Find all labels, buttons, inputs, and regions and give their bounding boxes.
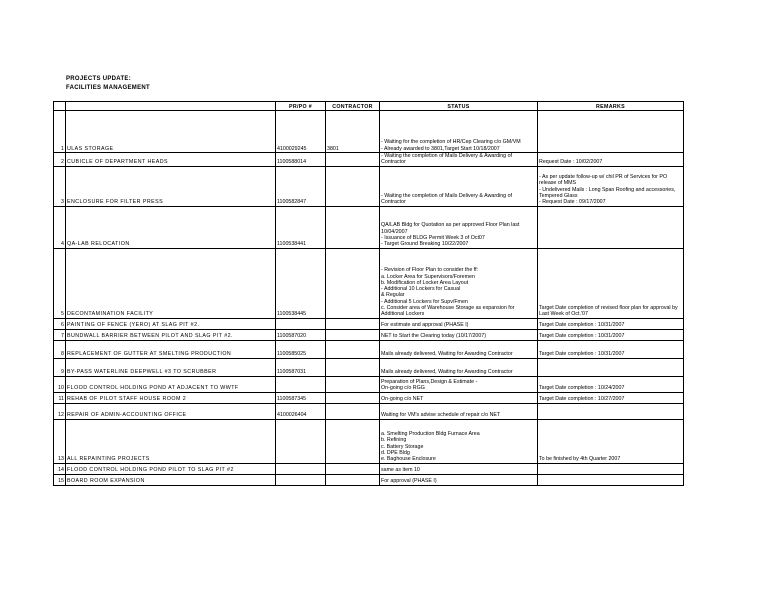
- report-title: PROJECTS UPDATE:: [66, 76, 132, 82]
- remarks-text: [538, 111, 684, 153]
- table-row: [54, 358, 684, 376]
- row-number: 14: [54, 463, 66, 474]
- project-name: REPLACEMENT OF GUTTER AT SMELTING PRODUCTION: [66, 340, 276, 358]
- prpo-number: 1100587020: [276, 329, 326, 340]
- col-header-prpo: PR/PO #: [276, 102, 326, 111]
- table-row: [54, 206, 684, 248]
- col-header-project: [66, 102, 276, 111]
- status-text: NET to Start the Clearing today (10/17/2007): [380, 329, 538, 340]
- prpo-number: 1100587031: [276, 358, 326, 376]
- contractor-code: [326, 340, 380, 358]
- contractor-code: [326, 358, 380, 376]
- row-number: 15: [54, 474, 66, 485]
- table-row: [54, 474, 684, 485]
- col-header-status: STATUS: [380, 102, 538, 111]
- row-number: 4: [54, 206, 66, 248]
- row-number: 12: [54, 403, 66, 419]
- report-subtitle: FACILITIES MANAGEMENT: [66, 85, 150, 91]
- projects-table: [53, 101, 684, 486]
- contractor-code: [326, 403, 380, 419]
- project-name: ALL REPAINTING PROJECTS: [66, 419, 276, 463]
- row-number: 6: [54, 318, 66, 329]
- remarks-text: Target Date completion : 10/24/2007: [538, 376, 684, 392]
- project-name: DECONTAMINATION FACILITY: [66, 248, 276, 318]
- project-name: PAINTING OF FENCE (YERO) AT SLAG PIT #2.: [66, 318, 276, 329]
- table-row: [54, 392, 684, 403]
- status-text: QA/LAB Bldg for Quotation as per approved Floor Plan last 10/04/2007 - Issuance of BLDG Permit Week 3 of Oct07 - Target Ground Breaking 10/22/2007: [380, 206, 538, 248]
- prpo-number: [276, 419, 326, 463]
- remarks-text: [538, 206, 684, 248]
- remarks-text: Target Date completion : 10/31/2007: [538, 318, 684, 329]
- row-number: 8: [54, 340, 66, 358]
- contractor-code: [326, 376, 380, 392]
- project-name: REHAB OF PILOT STAFF HOUSE ROOM 2: [66, 392, 276, 403]
- prpo-number: 1100582847: [276, 166, 326, 206]
- table-row: [54, 340, 684, 358]
- prpo-number: [276, 318, 326, 329]
- status-text: Preparation of Plans,Design & Estimate - On-going c/o RGG: [380, 376, 538, 392]
- project-name: REPAIR OF ADMIN-ACCOUNTING OFFICE: [66, 403, 276, 419]
- remarks-text: Target Date completion : 10/31/2007: [538, 340, 684, 358]
- table-row: [54, 153, 684, 167]
- prpo-number: 1100538445: [276, 248, 326, 318]
- contractor-code: [326, 166, 380, 206]
- prpo-number: 1100587345: [276, 392, 326, 403]
- remarks-text: [538, 463, 684, 474]
- project-name: CUBICLE OF DEPARTMENT HEADS: [66, 153, 276, 167]
- table-row: [54, 111, 684, 153]
- status-text: - Revision of Floor Plan to consider the ff: a. Locker Area for Supervisors/Foremen b. Modification of Locker Area Layout - Additional 10 Lockers for Casual & Regular - Additional 5 Lockers for Supv/Fmen c. Consider area of Warehouse Storage as expansion for Additional Lockers: [380, 248, 538, 318]
- contractor-code: [326, 329, 380, 340]
- table-row: [54, 419, 684, 463]
- contractor-code: [326, 392, 380, 403]
- row-number: 1: [54, 111, 66, 153]
- project-name: ULAS STORAGE: [66, 111, 276, 153]
- row-number: 13: [54, 419, 66, 463]
- prpo-number: [276, 474, 326, 485]
- status-text: Mails already delivered, Waiting for Awarding Contractor: [380, 358, 538, 376]
- contractor-code: [326, 419, 380, 463]
- col-header-remarks: REMARKS: [538, 102, 684, 111]
- col-header-contractor: CONTRACTOR: [326, 102, 380, 111]
- remarks-text: Request Date : 10/02/2007: [538, 153, 684, 167]
- remarks-text: Target Date completion : 10/31/2007: [538, 329, 684, 340]
- row-number: 9: [54, 358, 66, 376]
- row-number: 2: [54, 153, 66, 167]
- row-number: 7: [54, 329, 66, 340]
- table-body: [54, 111, 684, 486]
- project-name: QA-LAB RELOCATION: [66, 206, 276, 248]
- project-name: FLOOD CONTROL HOLDING POND AT ADJACENT TO WWTF: [66, 376, 276, 392]
- remarks-text: Target Date completion of revised floor plan for approval by Last Week of Oct.'07: [538, 248, 684, 318]
- table-row: [54, 166, 684, 206]
- status-text: - Waiting the completion of Mails Delivery & Awarding of Contractor: [380, 166, 538, 206]
- status-text: same as item 10: [380, 463, 538, 474]
- row-number: 5: [54, 248, 66, 318]
- row-number: 10: [54, 376, 66, 392]
- row-number: 3: [54, 166, 66, 206]
- status-text: For approval (PHASE I): [380, 474, 538, 485]
- table-header-row: [54, 102, 684, 111]
- status-text: - Waiting for the completion of HR/Cep Clearing c/o GM/VM - Already awarded to 3801,Target Start 10/18/2007: [380, 111, 538, 153]
- contractor-code: 3801: [326, 111, 380, 153]
- prpo-number: 1100588014: [276, 153, 326, 167]
- col-header-no: [54, 102, 66, 111]
- remarks-text: - As per update follow-up w/ chil PR of Services for PO release of MMS - Undelivered Mails : Long Span Roofing and accessories, Tempered Glass - Request Date : 09/17/2007: [538, 166, 684, 206]
- prpo-number: 1100585025: [276, 340, 326, 358]
- remarks-text: [538, 358, 684, 376]
- project-name: FLOOD CONTROL HOLDING POND PILOT TO SLAG PIT #2: [66, 463, 276, 474]
- status-text: On-going c/o NET: [380, 392, 538, 403]
- prpo-number: [276, 376, 326, 392]
- table-row: [54, 248, 684, 318]
- contractor-code: [326, 463, 380, 474]
- table-row: [54, 376, 684, 392]
- prpo-number: 4100026404: [276, 403, 326, 419]
- prpo-number: 4100029245: [276, 111, 326, 153]
- table-row: [54, 463, 684, 474]
- project-name: BOARD ROOM EXPANSION: [66, 474, 276, 485]
- prpo-number: 1100538441: [276, 206, 326, 248]
- status-text: a. Smelting Production Bldg Furnace Area b. Refining c. Battery Storage d. DPE Bldg e. Baghouse Enclosure: [380, 419, 538, 463]
- project-name: BY-PASS WATERLINE DEEPWELL #3 TO SCRUBBER: [66, 358, 276, 376]
- remarks-text: [538, 403, 684, 419]
- contractor-code: [326, 153, 380, 167]
- project-name: BUNDWALL BARRIER BETWEEN PILOT AND SLAG PIT #2.: [66, 329, 276, 340]
- status-text: Waiting for VM's advise schedule of repair c/o NET: [380, 403, 538, 419]
- status-text: Mails already delivered, Waiting for Awarding Contractor: [380, 340, 538, 358]
- contractor-code: [326, 248, 380, 318]
- contractor-code: [326, 318, 380, 329]
- table-row: [54, 318, 684, 329]
- table-row: [54, 329, 684, 340]
- project-name: ENCLOSURE FOR FILTER PRESS: [66, 166, 276, 206]
- remarks-text: Target Date completion : 10/27/2007: [538, 392, 684, 403]
- prpo-number: [276, 463, 326, 474]
- contractor-code: [326, 206, 380, 248]
- remarks-text: To be finished by 4th Quarter 2007: [538, 419, 684, 463]
- remarks-text: [538, 474, 684, 485]
- contractor-code: [326, 474, 380, 485]
- table-row: [54, 403, 684, 419]
- row-number: 11: [54, 392, 66, 403]
- status-text: For estimate and approval (PHASE I): [380, 318, 538, 329]
- status-text: - Waiting the completion of Mails Delivery & Awarding of Contractor: [380, 153, 538, 167]
